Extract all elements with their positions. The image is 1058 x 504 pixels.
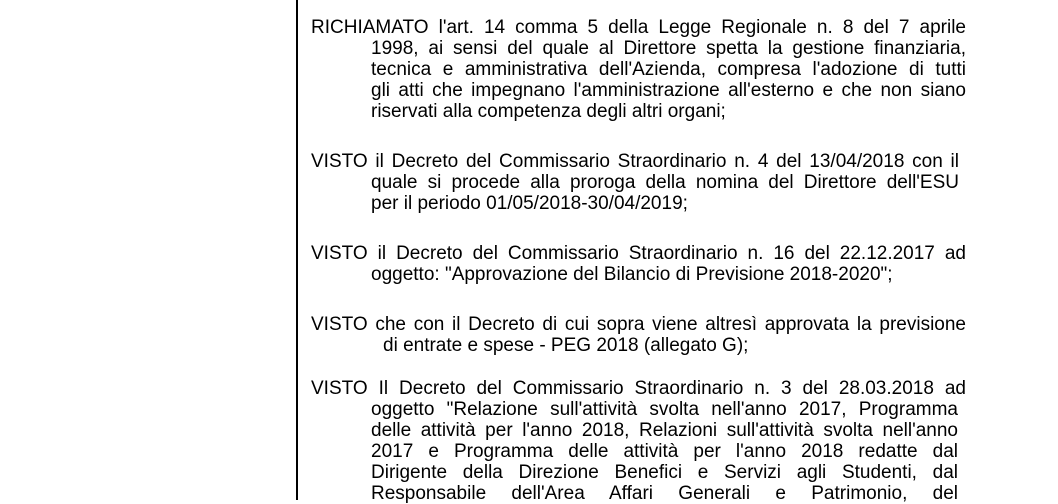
text-line: VISTO il Decreto del Commissario Straordinario n. 4 del 13/04/2018 con il <box>311 151 959 172</box>
paragraph-visto-decreto-4 <box>311 151 959 214</box>
text-line: per il periodo 01/05/2018-30/04/2019; <box>371 193 688 214</box>
text-line: oggetto: "Approvazione del Bilancio di Previsione 2018-2020"; <box>371 264 893 285</box>
text-line: 1998, ai sensi del quale al Direttore spetta la gestione finanziaria, <box>371 38 966 59</box>
text-line: riservati alla competenza degli altri organi; <box>371 101 726 122</box>
text-line: quale si procede alla proroga della nomina del Direttore dell'ESU <box>371 172 959 193</box>
margin-rule <box>296 0 298 500</box>
text-line: VISTO il Decreto del Commissario Straordinario n. 16 del 22.12.2017 ad <box>311 243 966 264</box>
paragraph-richiamato <box>311 17 966 122</box>
paragraph-visto-decreto-3 <box>311 378 966 504</box>
text-line: Dirigente della Direzione Benefici e Servizi agli Studenti, dal <box>371 462 958 483</box>
text-line: 2017 e Programma delle attività per l'anno 2018 redatte dal <box>371 441 958 462</box>
text-line: gli atti che impegnano l'amministrazione all'esterno e che non siano <box>371 80 966 101</box>
text-line: VISTO Il Decreto del Commissario Straordinario n. 3 del 28.03.2018 ad <box>311 378 966 399</box>
text-line: RICHIAMATO l'art. 14 comma 5 della Legge Regionale n. 8 del 7 aprile <box>311 17 966 38</box>
paragraph-visto-peg <box>311 314 966 356</box>
text-line: tecnica e amministrativa dell'Azienda, compresa l'adozione di tutti <box>371 59 966 80</box>
text-line: delle attività per l'anno 2018, Relazioni sull'attività svolta nell'anno <box>371 420 958 441</box>
text-line: VISTO che con il Decreto di cui sopra viene altresì approvata la previsione <box>311 314 966 335</box>
paragraph-visto-decreto-16 <box>311 243 966 285</box>
text-line: Responsabile dell'Area Affari Generali e Patrimonio, del <box>371 483 958 504</box>
text-line: di entrate e spese - PEG 2018 (allegato G); <box>383 335 749 356</box>
text-line: oggetto "Relazione sull'attività svolta nell'anno 2017, Programma <box>371 399 958 420</box>
